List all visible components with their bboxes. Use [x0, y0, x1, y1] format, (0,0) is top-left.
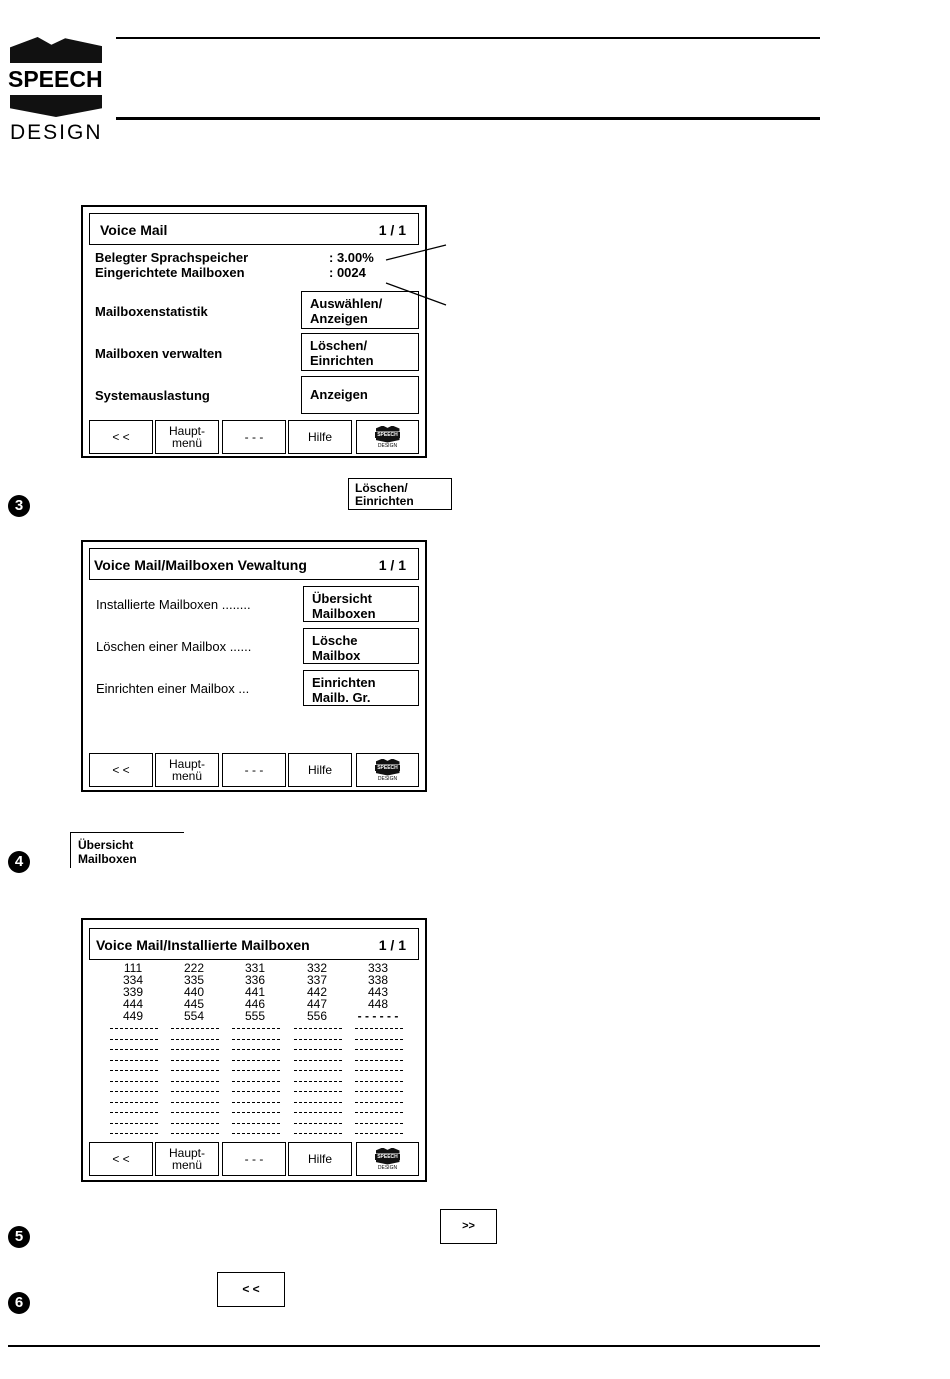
step-4-marker: 4 [8, 851, 30, 873]
empty-slot [232, 1091, 280, 1092]
button-line-2: menü [171, 1158, 203, 1172]
mailbox-number: 446 [244, 997, 266, 1011]
show-button[interactable] [301, 376, 419, 414]
screen-installed-mailboxes [81, 918, 427, 1182]
mailbox-number: 111 [123, 961, 143, 975]
button-line-1: Haupt- [168, 1146, 206, 1160]
item-label: Mailboxenstatistik [95, 304, 208, 319]
speech-logo-icon [375, 1148, 400, 1171]
item-label: Mailboxen verwalten [95, 346, 223, 361]
dots-button[interactable]: - - - [222, 753, 286, 787]
button-line-1: Auswählen/ [310, 296, 383, 311]
button-line-2: menü [171, 769, 203, 783]
mailbox-number: 338 [367, 973, 389, 987]
mailbox-number: 554 [183, 1009, 205, 1023]
screen-mailbox-management [81, 540, 427, 792]
logo-bottom-shape [10, 95, 102, 117]
step-6-marker: 6 [8, 1292, 30, 1314]
empty-slot [294, 1112, 342, 1113]
mailbox-number: 444 [122, 997, 144, 1011]
empty-slot [171, 1028, 219, 1029]
empty-slot [232, 1028, 280, 1029]
logo-word: SPEECH [8, 66, 103, 92]
mailbox-number: 447 [306, 997, 328, 1011]
button-line-2: Einrichten [310, 353, 374, 368]
empty-slot [110, 1112, 158, 1113]
logo-sub: DESIGN [377, 442, 398, 449]
dots-button[interactable]: - - - [222, 420, 286, 454]
back-key: < < [217, 1272, 285, 1307]
mailbox-number: 442 [306, 985, 328, 999]
empty-slot [110, 1049, 158, 1050]
empty-slot [355, 1070, 403, 1071]
button-line-2: Mailboxen [312, 606, 376, 621]
empty-slot [294, 1133, 342, 1134]
mailbox-number: 222 [183, 961, 205, 975]
back-button[interactable]: < < [89, 1142, 153, 1176]
button-line-1: Einrichten [312, 675, 376, 690]
page-indicator: 1 / 1 [378, 937, 406, 953]
speech-logo-button[interactable] [356, 420, 419, 454]
help-button[interactable]: Hilfe [288, 420, 352, 454]
screen-title: Voice Mail [100, 222, 168, 238]
empty-slot [232, 1102, 280, 1103]
empty-slot [232, 1060, 280, 1061]
empty-slot [294, 1123, 342, 1124]
mailbox-number: 441 [244, 985, 266, 999]
empty-slot [294, 1028, 342, 1029]
button-line-2: Mailb. Gr. [312, 690, 371, 705]
empty-slot [232, 1049, 280, 1050]
logo-sub: DESIGN [377, 1164, 398, 1171]
empty-slot [355, 1133, 403, 1134]
mailbox-number: 336 [244, 973, 266, 987]
button-line-1: Übersicht [78, 838, 134, 852]
setup-mailbox-button[interactable] [303, 670, 419, 706]
empty-slot [171, 1070, 219, 1071]
item-label: Installierte Mailboxen ........ [96, 597, 251, 612]
item-label: Löschen einer Mailbox ...... [96, 639, 252, 654]
empty-slot [355, 1081, 403, 1082]
main-menu-button[interactable] [155, 753, 219, 787]
mailbox-number: 445 [183, 997, 205, 1011]
empty-slot [171, 1091, 219, 1092]
empty-slot [110, 1091, 158, 1092]
empty-slot [294, 1060, 342, 1061]
page-indicator: 1 / 1 [378, 557, 406, 573]
empty-slot [232, 1123, 280, 1124]
logo-design-text: DESIGN [10, 121, 103, 144]
nav-bar [89, 420, 421, 454]
button-line-2: Einrichten [355, 494, 414, 508]
mailbox-count-label: Eingerichtete Mailboxen [95, 265, 245, 280]
speech-logo-button[interactable] [356, 1142, 419, 1176]
screen-title-bar [89, 548, 419, 580]
mailbox-number: 440 [183, 985, 205, 999]
button-line-1: Anzeigen [310, 387, 368, 402]
empty-slot [110, 1123, 158, 1124]
screen-title-bar [89, 213, 419, 245]
main-menu-button[interactable] [155, 420, 219, 454]
button-line-2: Mailbox [312, 648, 361, 663]
empty-slot [294, 1081, 342, 1082]
help-button[interactable]: Hilfe [288, 1142, 352, 1176]
empty-slot [232, 1070, 280, 1071]
screen-title: Voice Mail/Mailboxen Vewaltung [94, 557, 307, 573]
overview-key [70, 832, 184, 868]
footer-rule [8, 1345, 820, 1347]
help-button[interactable]: Hilfe [288, 753, 352, 787]
mailbox-number: 443 [367, 985, 389, 999]
header-rule-bottom [116, 117, 820, 120]
empty-slot [110, 1070, 158, 1071]
step-3-marker: 3 [8, 495, 30, 517]
empty-slot [171, 1081, 219, 1082]
empty-slot [232, 1081, 280, 1082]
empty-slot [110, 1102, 158, 1103]
mailbox-number: 555 [244, 1009, 266, 1023]
button-line-1: Lösche [312, 633, 358, 648]
mailbox-grid [83, 962, 429, 1142]
empty-slot [232, 1039, 280, 1040]
header-rule-top [116, 37, 820, 39]
page-indicator: 1 / 1 [378, 222, 406, 238]
speech-logo-icon [375, 426, 400, 449]
back-button[interactable]: < < [89, 420, 153, 454]
delete-mailbox-button[interactable] [303, 628, 419, 664]
mailbox-count-value: : 0024 [329, 265, 366, 280]
overview-mailboxes-button[interactable] [303, 586, 419, 622]
button-line-1: Löschen/ [310, 338, 368, 353]
button-line-2: menü [171, 436, 203, 450]
mailbox-number: - - - - - - [357, 1009, 399, 1023]
delete-setup-key [348, 478, 452, 510]
mailbox-number: 337 [306, 973, 328, 987]
empty-slot [294, 1091, 342, 1092]
empty-slot [110, 1028, 158, 1029]
empty-slot [171, 1123, 219, 1124]
logo-top-shape [10, 37, 102, 63]
speech-logo-icon [375, 759, 400, 782]
logo-word: SPEECH [377, 764, 398, 771]
screen-title-bar [89, 928, 419, 960]
empty-slot [355, 1028, 403, 1029]
button-line-2: Anzeigen [310, 311, 368, 326]
button-line-1: Übersicht [312, 591, 372, 606]
mailbox-number: 335 [183, 973, 205, 987]
empty-slot [110, 1039, 158, 1040]
empty-slot [110, 1060, 158, 1061]
main-menu-button[interactable] [155, 1142, 219, 1176]
empty-slot [171, 1102, 219, 1103]
empty-slot [171, 1133, 219, 1134]
empty-slot [294, 1039, 342, 1040]
empty-slot [355, 1102, 403, 1103]
step-5-marker: 5 [8, 1226, 30, 1248]
button-line-1: Haupt- [168, 424, 206, 438]
delete-setup-button[interactable] [301, 333, 419, 371]
nav-bar [89, 753, 421, 787]
button-line-2: Mailboxen [78, 852, 137, 866]
empty-slot [355, 1049, 403, 1050]
item-label: Einrichten einer Mailbox ... [96, 681, 250, 696]
empty-slot [171, 1039, 219, 1040]
empty-slot [110, 1133, 158, 1134]
empty-slot [232, 1112, 280, 1113]
empty-slot [355, 1039, 403, 1040]
memory-label: Belegter Sprachspeicher [95, 250, 249, 265]
mailbox-number: 332 [306, 961, 328, 975]
mailbox-number: 333 [367, 961, 389, 975]
empty-slot [110, 1081, 158, 1082]
speech-logo-button[interactable] [356, 753, 419, 787]
empty-slot [171, 1060, 219, 1061]
screen-title: Voice Mail/Installierte Mailboxen [96, 937, 310, 953]
empty-slot [232, 1133, 280, 1134]
empty-slot [355, 1112, 403, 1113]
button-line-1: Haupt- [168, 757, 206, 771]
empty-slot [294, 1049, 342, 1050]
memory-value: : 3.00% [329, 250, 374, 265]
logo-sub: DESIGN [377, 775, 398, 782]
empty-slot [294, 1102, 342, 1103]
mailbox-number: 448 [367, 997, 389, 1011]
empty-slot [355, 1060, 403, 1061]
forward-key: >> [440, 1209, 497, 1244]
button-line-1: Löschen/ [355, 481, 408, 495]
screen-voice-mail [81, 205, 427, 458]
empty-slot [355, 1123, 403, 1124]
item-label: Systemauslastung [95, 388, 210, 403]
dots-button[interactable]: - - - [222, 1142, 286, 1176]
empty-slot [294, 1070, 342, 1071]
logo-word: SPEECH [377, 1153, 398, 1160]
mailbox-number: 449 [122, 1009, 144, 1023]
mailbox-number: 334 [122, 973, 144, 987]
back-button[interactable]: < < [89, 753, 153, 787]
mailbox-number: 556 [306, 1009, 328, 1023]
mailbox-number: 331 [244, 961, 266, 975]
callout-lines [380, 240, 450, 310]
mailbox-number: 339 [122, 985, 144, 999]
empty-slot [355, 1091, 403, 1092]
nav-bar [89, 1142, 421, 1176]
logo-word: SPEECH [377, 431, 398, 438]
empty-slot [171, 1112, 219, 1113]
empty-slot [171, 1049, 219, 1050]
